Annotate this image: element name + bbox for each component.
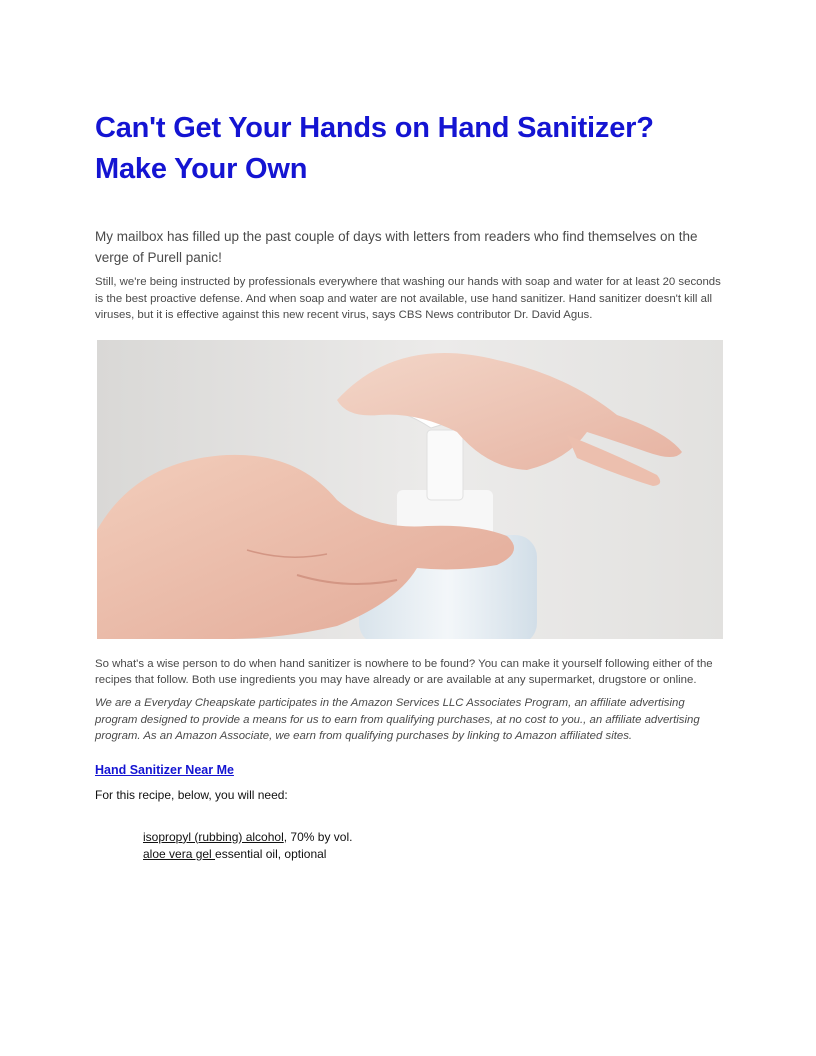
ingredient-list	[143, 829, 725, 863]
ingredient-detail: , 70% by vol.	[283, 829, 353, 844]
body-paragraph-1: Still, we're being instructed by professionals everywhere that washing our hands with soap and water for at least 20 seconds is the best proactive defense. And when soap and water are not available, use hand sanitizer. Hand sanitizer doesn't kill all viruses, but it is effective against this new recent virus, says CBS News contributor Dr. David Agus.	[95, 276, 721, 322]
recipe-intro: For this recipe, below, you will need:	[95, 787, 288, 802]
affiliate-disclaimer: We are a Everyday Cheapskate participates in the Amazon Services LLC Associates Program, an affiliate advertising program designed to provide a means for us to earn from qualifying purchases, at no cost to you., an affiliate advertising program. As an Amazon Associate, we earn from qualifying purchases by linking to Amazon affiliated sites.	[95, 696, 700, 743]
ingredient-detail: essential oil, optional	[215, 846, 327, 861]
article-title	[95, 108, 725, 190]
hand-sanitizer-near-me-link[interactable]: Hand Sanitizer Near Me	[95, 762, 234, 777]
intro-paragraph: My mailbox has filled up the past couple of days with letters from readers who find themselves on the verge of Purell panic!	[95, 229, 698, 265]
title-line-1: Can't Get Your Hands on Hand Sanitizer?	[95, 112, 654, 144]
body-paragraph-2: So what's a wise person to do when hand sanitizer is nowhere to be found? You can make it yourself following either of the recipes that follow. Both use ingredients you may have already or are available at any supermarket, drugstore or online.	[95, 657, 713, 687]
article	[95, 108, 725, 863]
ingredient-item	[143, 829, 725, 846]
ingredient-link-aloe-vera[interactable]: aloe vera gel	[143, 846, 216, 861]
ingredient-item	[143, 846, 725, 863]
hand-sanitizer-photo	[97, 340, 723, 639]
ingredient-link-alcohol[interactable]: isopropyl (rubbing) alcohol	[143, 829, 284, 844]
title-line-2: Make Your Own	[95, 153, 308, 185]
